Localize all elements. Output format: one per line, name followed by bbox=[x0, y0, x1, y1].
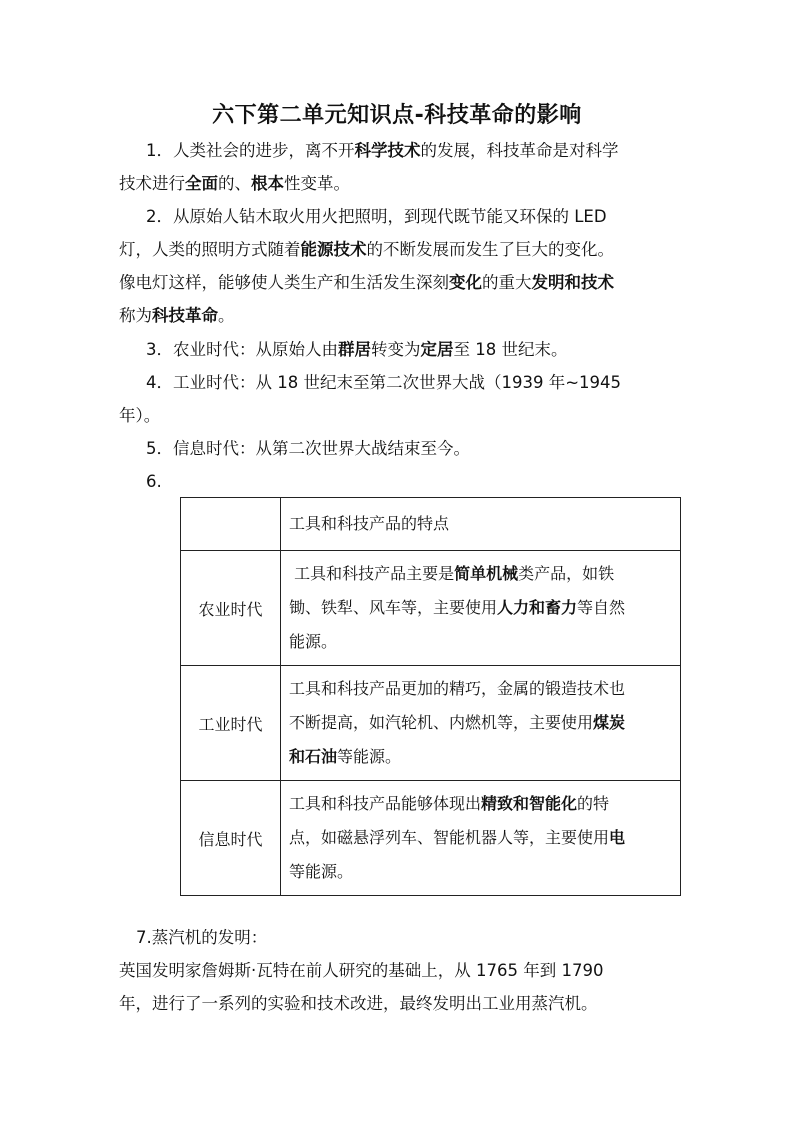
text: 锄、铁犁、风车等，主要使用 bbox=[289, 598, 498, 617]
bold-term: 煤炭 bbox=[593, 713, 626, 732]
paragraph-6: 6. bbox=[146, 472, 162, 491]
bold-term: 和石油 bbox=[289, 747, 338, 766]
era-cell: 农业时代 bbox=[181, 551, 281, 666]
paragraph-2-line-2 bbox=[119, 233, 679, 266]
paragraph-7-line-2: 年，进行了一系列的实验和技术改进，最终发明出工业用蒸汽机。 bbox=[119, 994, 598, 1013]
table-row bbox=[181, 551, 681, 666]
paragraph-2-line-1: 2．从原始人钻木取火用火把照明，到现代既节能又环保的 LED bbox=[146, 207, 607, 226]
text: 灯，人类的照明方式随着 bbox=[119, 240, 301, 259]
text: 类产品，如铁 bbox=[518, 564, 615, 583]
paragraph-2-line-4 bbox=[119, 299, 679, 332]
bold-term: 发明和技术 bbox=[531, 273, 614, 292]
text: 至 18 世纪末。 bbox=[453, 340, 568, 359]
description-cell bbox=[281, 781, 681, 896]
paragraph-4-line-1: 4．工业时代：从 18 世纪末至第二次世界大战（1939 年~1945 bbox=[146, 373, 622, 392]
text: 的特 bbox=[577, 794, 610, 813]
document-title: 六下第二单元知识点-科技革命的影响 bbox=[212, 103, 582, 128]
bold-term: 全面 bbox=[185, 174, 218, 193]
paragraph-3 bbox=[146, 333, 706, 366]
text: 等自然 bbox=[577, 598, 626, 617]
text: 性变革。 bbox=[284, 174, 350, 193]
era-cell: 信息时代 bbox=[181, 781, 281, 896]
text: 。 bbox=[218, 306, 235, 325]
text: 工具和科技产品更加的精巧，金属的锻造技术也 bbox=[289, 679, 626, 698]
text: 称为 bbox=[119, 306, 152, 325]
text: 转变为 bbox=[371, 340, 421, 359]
text: 的、 bbox=[218, 174, 251, 193]
bold-term: 定居 bbox=[420, 340, 454, 359]
text: 能源。 bbox=[289, 632, 338, 651]
text: 等能源。 bbox=[289, 862, 354, 881]
text: 技术进行 bbox=[119, 174, 185, 193]
text: 1．人类社会的进步，离不开 bbox=[146, 141, 355, 160]
text: 点，如磁悬浮列车、智能机器人等，主要使用 bbox=[289, 828, 610, 847]
text: 3．农业时代：从原始人由 bbox=[146, 340, 338, 359]
text: 工具和科技产品主要是 bbox=[289, 564, 455, 583]
table-row bbox=[181, 781, 681, 896]
text: 的重大 bbox=[482, 273, 532, 292]
era-comparison-table bbox=[180, 497, 681, 896]
paragraph-5: 5．信息时代：从第二次世界大战结束至今。 bbox=[146, 439, 470, 458]
table-header-cell: 工具和科技产品的特点 bbox=[281, 498, 681, 551]
table-header-empty-cell bbox=[181, 498, 281, 551]
text: 等能源。 bbox=[337, 747, 402, 766]
text: 不断提高，如汽轮机、内燃机等，主要使用 bbox=[289, 713, 594, 732]
bold-term: 群居 bbox=[338, 340, 371, 359]
bold-term: 电 bbox=[609, 828, 626, 847]
bold-term: 变化 bbox=[449, 273, 482, 292]
paragraph-2-line-3 bbox=[119, 266, 679, 299]
bold-term: 简单机械 bbox=[454, 564, 519, 583]
paragraph-7-line-1: 英国发明家詹姆斯·瓦特在前人研究的基础上，从 1765 年到 1790 bbox=[119, 961, 604, 980]
text: 工具和科技产品能够体现出 bbox=[289, 794, 482, 813]
text: 的不断发展而发生了巨大的变化。 bbox=[366, 240, 614, 259]
text: 像电灯这样，能够使人类生产和生活发生深刻 bbox=[119, 273, 449, 292]
bold-term: 能源技术 bbox=[300, 240, 367, 259]
description-cell bbox=[281, 666, 681, 781]
paragraph-4-line-2: 年）。 bbox=[119, 406, 161, 425]
table-header-row bbox=[181, 498, 681, 551]
bold-term: 根本 bbox=[251, 174, 284, 193]
bold-term: 科技革命 bbox=[152, 306, 218, 325]
table-row bbox=[181, 666, 681, 781]
bold-term: 精致和智能化 bbox=[481, 794, 578, 813]
bold-term: 人力和畜力 bbox=[497, 598, 578, 617]
era-cell: 工业时代 bbox=[181, 666, 281, 781]
paragraph-1-line-2 bbox=[119, 167, 679, 200]
description-cell bbox=[281, 551, 681, 666]
text: 的发展，科技革命是对科学 bbox=[420, 141, 619, 160]
paragraph-1-line-1 bbox=[146, 134, 706, 167]
bold-term: 科学技术 bbox=[354, 141, 421, 160]
paragraph-7-heading: 7.蒸汽机的发明： bbox=[136, 928, 268, 947]
